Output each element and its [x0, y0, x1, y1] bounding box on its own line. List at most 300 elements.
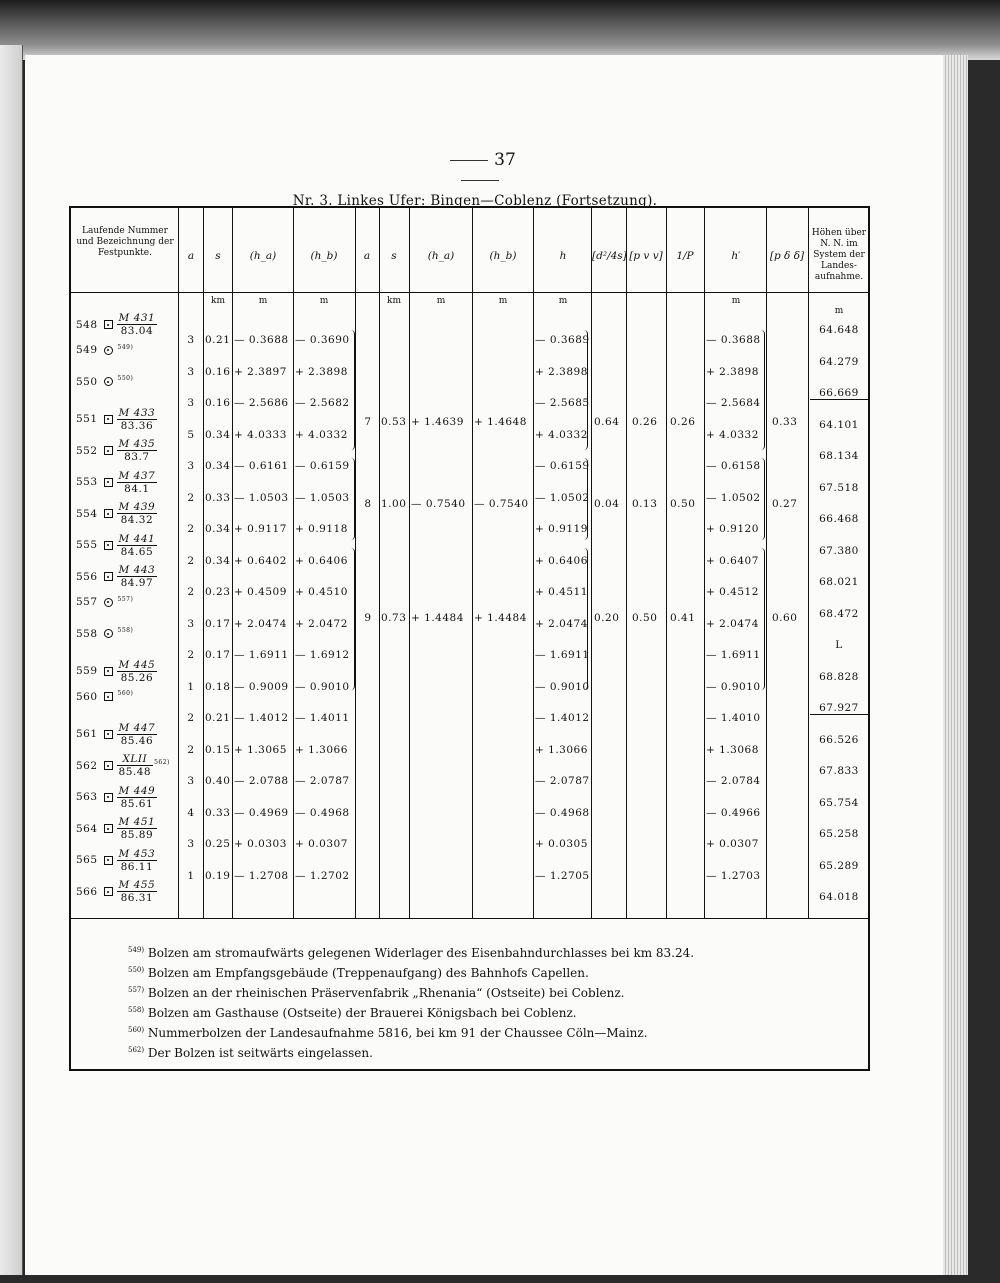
footnote-mark: 550) — [128, 966, 145, 974]
point-row — [76, 438, 157, 463]
section-hprime: — 1.2703 — [706, 869, 761, 882]
header-pvv: [p v v] — [629, 250, 663, 262]
point-row — [76, 848, 157, 873]
benchmark-label: M 443 — [118, 564, 156, 576]
footnote — [128, 942, 848, 962]
section-h: — 0.6159 — [535, 460, 590, 472]
header-pdd: [p δ δ] — [769, 250, 805, 262]
square-dot-icon — [104, 572, 113, 581]
group-d2: 0.20 — [594, 612, 620, 624]
header-s2: s — [391, 250, 397, 262]
group-brace — [582, 330, 588, 450]
unit-s: km — [211, 296, 225, 306]
section-a: 3 — [187, 838, 195, 850]
benchmark-km: 85.61 — [120, 797, 154, 810]
header-1P: 1/P — [676, 250, 694, 262]
footnote-ref: 558) — [117, 627, 134, 634]
group-hb: + 1.4648 — [474, 416, 527, 428]
point-number: 566 — [76, 885, 98, 898]
section-hb: + 2.0472 — [295, 617, 348, 630]
section-h: + 0.4511 — [535, 586, 588, 598]
column-rule — [766, 208, 767, 918]
benchmark-km: 84.1 — [124, 482, 150, 495]
header-rule — [69, 292, 870, 293]
header-h: h — [559, 250, 567, 262]
benchmark-km: 86.11 — [120, 860, 154, 873]
section-a: 2 — [187, 712, 195, 724]
section-h: — 1.0502 — [535, 491, 590, 504]
benchmark-km: 84.97 — [120, 577, 154, 589]
group-pvv: 0.50 — [632, 612, 658, 624]
group-a: 8 — [364, 498, 372, 510]
section-hb: — 0.6159 — [295, 460, 350, 472]
unit-hb: m — [319, 296, 329, 306]
section-h: + 0.9119 — [535, 523, 588, 535]
section-s: 0.33 — [205, 806, 231, 819]
height-value: 66.669 — [810, 387, 868, 400]
point-row — [76, 659, 157, 684]
footnote-mark: 562) — [128, 1046, 145, 1054]
point-number: 564 — [76, 822, 98, 835]
point-row — [76, 312, 157, 337]
column-rule — [293, 208, 294, 918]
section-a: 3 — [187, 617, 195, 630]
section-a: 3 — [187, 365, 195, 378]
section-hb: — 2.0787 — [295, 775, 350, 787]
point-number: 550 — [76, 375, 98, 388]
section-s: 0.25 — [205, 838, 231, 850]
section-hb: + 2.3898 — [295, 365, 348, 378]
section-h: — 1.2705 — [535, 869, 590, 882]
section-hprime: — 0.6158 — [706, 460, 761, 472]
section-hb: — 1.2702 — [295, 869, 350, 882]
section-hprime: + 0.0307 — [706, 838, 759, 850]
header-d2: [d²/4s] — [592, 250, 627, 262]
column-rule — [533, 208, 534, 918]
section-h: — 0.4968 — [535, 806, 590, 819]
section-s: 0.21 — [205, 712, 231, 724]
header-hoehen: Höhen über N. N. im System der Landes-aufnahme. — [811, 228, 867, 282]
height-value: 64.018 — [819, 891, 859, 903]
column-rule — [232, 208, 233, 918]
section-a: 4 — [187, 806, 195, 819]
point-label — [117, 438, 158, 463]
height-value: 67.380 — [819, 544, 859, 557]
height-value: 68.828 — [819, 670, 859, 683]
section-h: — 1.4012 — [535, 712, 590, 724]
section-h: + 2.3898 — [535, 365, 588, 378]
group-hb: — 0.7540 — [474, 498, 529, 510]
height-value: 68.134 — [819, 450, 859, 462]
section-s: 0.33 — [205, 491, 231, 504]
footnote-mark: 549) — [128, 946, 145, 954]
point-row — [76, 501, 157, 526]
section-a: 2 — [187, 586, 195, 598]
square-dot-icon — [104, 824, 113, 833]
section-hb: + 0.9118 — [295, 523, 348, 535]
height-value: 67.927 — [810, 702, 868, 715]
footnote-ref: 550) — [117, 375, 134, 382]
point-number: 553 — [76, 476, 98, 488]
benchmark-label: M 433 — [118, 406, 156, 419]
square-dot-icon — [104, 509, 113, 518]
section-ha: — 0.4969 — [234, 806, 289, 819]
square-dot-icon — [104, 793, 113, 802]
group-pdd: 0.27 — [772, 498, 798, 510]
group-pdd: 0.33 — [772, 416, 798, 428]
point-label — [117, 785, 158, 810]
height-value: 64.648 — [819, 324, 859, 336]
square-dot-icon — [104, 478, 113, 487]
square-dot-icon — [104, 761, 113, 770]
point-label — [117, 848, 158, 873]
footnote-text: Der Bolzen ist seitwärts eingelassen. — [144, 1046, 373, 1060]
section-hprime: + 2.3898 — [706, 365, 759, 378]
group-ha: — 0.7540 — [411, 498, 466, 510]
section-hprime: + 0.4512 — [706, 586, 759, 598]
section-hb: + 4.0332 — [295, 428, 348, 441]
footnote-text: Bolzen am stromaufwärts gelegenen Widerlager des Eisenbahndurchlasses bei km 83.24. — [144, 946, 695, 960]
column-rule — [379, 208, 380, 918]
height-value: 67.518 — [819, 481, 859, 494]
point-label — [117, 407, 158, 432]
section-a: 2 — [187, 649, 195, 661]
section-ha: + 0.0303 — [234, 838, 287, 850]
section-a: 3 — [187, 397, 195, 409]
group-brace — [759, 548, 765, 690]
benchmark-km: 85.26 — [120, 671, 154, 684]
header-s: s — [215, 250, 221, 262]
point-number: 552 — [76, 444, 98, 457]
section-s: 0.15 — [205, 743, 231, 756]
header-ha2: (h_a) — [427, 250, 455, 262]
group-1P: 0.50 — [670, 498, 696, 510]
group-brace — [759, 330, 765, 450]
book-top-edge — [0, 0, 1000, 60]
square-dot-icon — [104, 692, 113, 701]
column-rule — [203, 208, 204, 918]
section-ha: — 1.6911 — [234, 649, 289, 661]
section-h: — 2.0787 — [535, 775, 590, 787]
header-a: a — [187, 250, 195, 262]
point-label — [117, 659, 158, 684]
group-ha: + 1.4484 — [411, 612, 464, 624]
point-number: 554 — [76, 507, 98, 520]
point-number: 562 — [76, 759, 98, 772]
section-a: 3 — [187, 775, 195, 787]
section-hprime: + 0.6407 — [706, 554, 759, 567]
footnote-ref: 557) — [117, 595, 134, 603]
column-rule — [178, 208, 179, 918]
section-hb: — 1.0503 — [295, 491, 350, 504]
square-dot-icon — [104, 446, 113, 455]
section-s: 0.18 — [205, 680, 231, 693]
square-dot-icon — [104, 320, 113, 329]
section-s: 0.40 — [205, 775, 231, 787]
point-row — [76, 375, 133, 388]
benchmark-km: 86.31 — [120, 892, 154, 904]
point-label — [117, 879, 158, 904]
benchmark-km: 85.48 — [118, 766, 152, 778]
section-h: + 1.3066 — [535, 743, 588, 756]
point-number: 557 — [76, 596, 98, 608]
column-rule — [666, 208, 667, 918]
point-label — [117, 753, 154, 778]
benchmark-label: XLII — [117, 753, 154, 766]
section-h: + 0.6406 — [535, 554, 588, 567]
header-a2: a — [363, 250, 371, 262]
group-brace — [349, 548, 355, 690]
section-hprime: + 1.3068 — [706, 743, 759, 756]
header-point-label: Laufende Nummer und Bezeichnung der Festpunkte. — [76, 226, 174, 258]
column-rule — [626, 208, 627, 918]
unit-s2: km — [387, 296, 401, 306]
section-s: 0.16 — [205, 397, 231, 409]
benchmark-label: M 453 — [118, 847, 156, 860]
benchmark-label: M 445 — [118, 658, 156, 671]
point-row — [76, 533, 157, 558]
point-row — [76, 344, 133, 357]
section-hb: + 1.3066 — [295, 743, 348, 756]
section-s: 0.17 — [205, 649, 231, 661]
footnote — [128, 1022, 848, 1042]
point-row — [76, 596, 133, 609]
square-dot-icon — [104, 667, 113, 676]
section-h: + 4.0332 — [535, 428, 588, 441]
point-label — [117, 533, 158, 558]
footnote-text: Bolzen am Gasthause (Ostseite) der Brauerei Königsbach bei Coblenz. — [144, 1006, 577, 1020]
header-hprime: h′ — [731, 250, 741, 262]
header-hb2: (h_b) — [489, 250, 517, 262]
section-ha: + 0.4509 — [234, 586, 287, 598]
benchmark-km: 84.65 — [120, 545, 154, 558]
point-label — [117, 312, 158, 337]
group-pvv: 0.13 — [632, 498, 658, 510]
section-a: 3 — [187, 334, 195, 346]
group-pvv: 0.26 — [632, 416, 658, 428]
column-rule — [704, 208, 705, 918]
column-rule — [355, 208, 356, 918]
unit-h: m — [558, 296, 568, 306]
section-s: 0.19 — [205, 869, 231, 882]
point-number: 559 — [76, 665, 98, 677]
section-ha: — 0.3688 — [234, 334, 289, 346]
section-a: 3 — [187, 460, 195, 472]
point-number: 555 — [76, 539, 98, 551]
point-row — [76, 753, 170, 778]
height-value: 68.021 — [819, 576, 859, 588]
section-h: — 2.5685 — [535, 397, 590, 409]
section-hprime: — 0.9010 — [706, 680, 761, 693]
point-number: 549 — [76, 344, 98, 356]
section-a: 1 — [187, 869, 195, 882]
section-hprime: — 2.5684 — [706, 397, 761, 409]
section-s: 0.23 — [205, 586, 231, 598]
section-hb: — 0.4968 — [295, 806, 350, 819]
section-h: — 0.3689 — [535, 334, 590, 346]
point-row — [76, 722, 157, 747]
group-1P: 0.41 — [670, 612, 696, 624]
section-a: 2 — [187, 523, 195, 535]
section-hb: + 0.0307 — [295, 838, 348, 850]
section-hprime: — 1.0502 — [706, 491, 761, 504]
point-number: 556 — [76, 570, 98, 583]
benchmark-label: M 431 — [118, 312, 156, 324]
section-hb: — 2.5682 — [295, 397, 350, 409]
section-s: 0.34 — [205, 523, 231, 535]
unit-ha2: m — [436, 296, 446, 306]
section-s: 0.17 — [205, 617, 231, 630]
group-d2: 0.64 — [594, 416, 620, 428]
height-value: 64.279 — [819, 355, 859, 368]
section-ha: — 1.0503 — [234, 491, 289, 504]
section-hprime: + 2.0474 — [706, 617, 759, 630]
section-s: 0.34 — [205, 428, 231, 441]
point-label — [117, 470, 158, 495]
footnote-ref: 560) — [117, 690, 134, 697]
section-ha: — 2.0788 — [234, 775, 289, 787]
benchmark-label: M 447 — [118, 721, 156, 734]
height-value: 67.833 — [819, 765, 859, 777]
footnote-text: Bolzen am Empfangsgebäude (Treppenaufgang) des Bahnhofs Capellen. — [144, 966, 589, 980]
section-a: 1 — [187, 680, 195, 693]
section-ha: — 0.6161 — [234, 460, 289, 472]
group-hb: + 1.4484 — [474, 612, 527, 624]
group-brace — [349, 330, 355, 450]
section-a: 2 — [187, 554, 195, 567]
point-row — [76, 690, 133, 703]
column-rule — [808, 208, 809, 918]
section-a: 2 — [187, 743, 195, 756]
circle-dot-icon — [104, 598, 113, 607]
footnote-ref: 562) — [154, 759, 170, 766]
point-row — [76, 470, 157, 495]
point-number: 561 — [76, 728, 98, 740]
footnote — [128, 1042, 848, 1062]
section-ha: + 1.3065 — [234, 743, 287, 756]
section-h: + 0.0305 — [535, 838, 588, 850]
point-row — [76, 879, 157, 904]
section-h: + 2.0474 — [535, 617, 588, 630]
column-rule — [472, 208, 473, 918]
group-brace — [759, 458, 765, 540]
height-value: 68.472 — [819, 607, 859, 620]
benchmark-km: 84.32 — [120, 514, 154, 526]
circle-dot-icon — [104, 629, 113, 638]
section-hprime: — 0.4966 — [706, 806, 761, 819]
section-ha: + 2.0474 — [234, 617, 287, 630]
point-label — [117, 564, 158, 589]
square-dot-icon — [104, 856, 113, 865]
point-number: 551 — [76, 413, 98, 425]
section-hb: — 1.6912 — [295, 649, 350, 661]
benchmark-km: 85.89 — [120, 829, 154, 841]
section-h: — 0.9010 — [535, 680, 590, 693]
group-pdd: 0.60 — [772, 612, 798, 624]
point-label — [117, 501, 158, 526]
header-hb: (h_b) — [310, 250, 338, 262]
unit-hoehen: m — [834, 306, 844, 316]
header-ha: (h_a) — [249, 250, 277, 262]
footnote-text: Nummerbolzen der Landesaufnahme 5816, bei km 91 der Chaussee Cöln—Mainz. — [144, 1026, 648, 1040]
benchmark-label: M 437 — [118, 469, 156, 482]
point-row — [76, 785, 157, 810]
section-hprime: — 1.4010 — [706, 712, 761, 724]
column-rule — [591, 208, 592, 918]
group-brace — [349, 458, 355, 540]
benchmark-label: M 439 — [118, 501, 156, 513]
section-hb: — 0.9010 — [295, 680, 350, 693]
square-dot-icon — [104, 887, 113, 896]
group-brace — [582, 458, 588, 540]
group-a: 7 — [364, 416, 372, 428]
height-value: 66.526 — [819, 733, 859, 746]
point-label — [117, 816, 158, 841]
page-number: 37 — [420, 150, 540, 190]
point-number: 563 — [76, 791, 98, 803]
section-s: 0.34 — [205, 460, 231, 472]
section-s: 0.34 — [205, 554, 231, 567]
column-rule — [409, 208, 410, 918]
section-a: 5 — [187, 428, 195, 441]
benchmark-km: 85.46 — [120, 734, 154, 747]
section-ha: + 0.6402 — [234, 554, 287, 567]
unit-hb2: m — [498, 296, 508, 306]
group-s: 0.73 — [381, 612, 407, 624]
footnotes — [128, 942, 848, 1062]
square-dot-icon — [104, 730, 113, 739]
section-ha: + 0.9117 — [234, 523, 287, 535]
point-number: 558 — [76, 627, 98, 640]
section-hb: — 0.3690 — [295, 334, 350, 346]
section-h: — 1.6911 — [535, 649, 590, 661]
footnote-ref: 549) — [117, 343, 134, 351]
point-number: 565 — [76, 854, 98, 866]
section-hprime: — 1.6911 — [706, 649, 761, 661]
footnote-text: Bolzen an der rheinischen Präservenfabrik „Rhenania“ (Ostseite) bei Coblenz. — [144, 986, 625, 1000]
group-ha: + 1.4639 — [411, 416, 464, 428]
section-s: 0.16 — [205, 365, 231, 378]
section-hprime: + 0.9120 — [706, 523, 759, 535]
section-hb: — 1.4011 — [295, 712, 350, 724]
square-dot-icon — [104, 415, 113, 424]
section-ha: + 4.0333 — [234, 428, 287, 441]
section-ha: — 0.9009 — [234, 680, 289, 693]
section-ha: — 1.2708 — [234, 869, 289, 882]
circle-dot-icon — [104, 377, 113, 386]
height-value: 66.468 — [819, 513, 859, 525]
point-label — [117, 722, 158, 747]
circle-dot-icon — [104, 346, 113, 355]
benchmark-label: M 451 — [118, 816, 156, 828]
left-page-edge — [0, 45, 23, 1275]
height-value: 64.101 — [819, 418, 859, 431]
footnote-mark: 558) — [128, 1006, 145, 1014]
point-row — [76, 816, 157, 841]
footnote-mark: 560) — [128, 1026, 145, 1034]
table-title: Nr. 3. Linkes Ufer: Bingen—Coblenz (Fortsetzung). — [292, 193, 658, 209]
section-hb: + 0.4510 — [295, 586, 348, 598]
benchmark-km: 83.7 — [124, 451, 150, 463]
benchmark-label: M 455 — [118, 879, 156, 891]
footnote-mark: 557) — [128, 986, 145, 994]
section-ha: + 2.3897 — [234, 365, 287, 378]
section-hprime: — 2.0784 — [706, 775, 761, 787]
benchmark-km: 83.04 — [120, 325, 154, 337]
square-dot-icon — [104, 541, 113, 550]
point-number: 560 — [76, 690, 98, 703]
group-brace — [582, 548, 588, 690]
